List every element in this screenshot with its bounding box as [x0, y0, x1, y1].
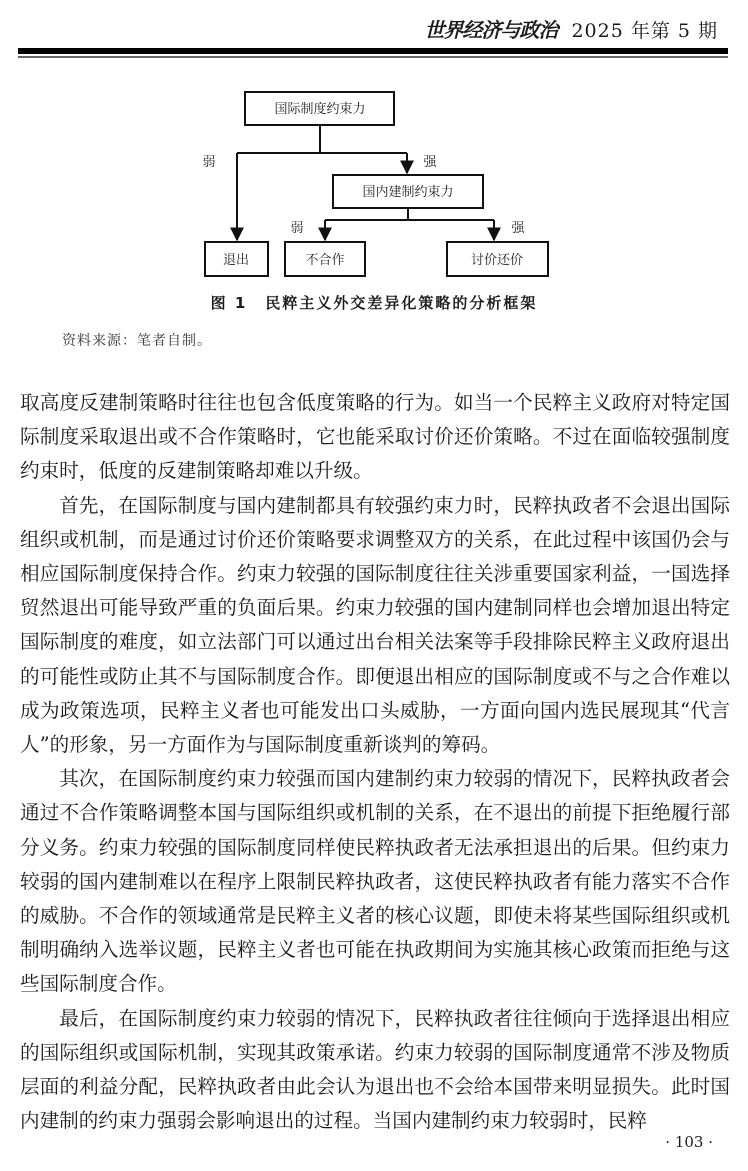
node-middle-label: 国内建制约束力: [362, 185, 454, 200]
paragraph: 其次，在国际制度约束力较强而国内建制约束力较弱的情况下，民粹执政者会通过不合作策略调整本国与国际组织或机制的关系，在不退出的前提下拒绝履行部分义务。约束力较强的国际制度同样使民粹执政者无法承担退出的后果。但约束力较弱的国内建制难以在程序上限制民粹执政者，这使民粹执政者有能力落实不合作的威胁。不合作的领域通常是民粹主义者的核心议题，即使未将某些国际组织或机制明确纳入选举议题，民粹主义者也可能在执政期间为实施其核心政策而拒绝与这些国际制度合作。: [20, 767, 730, 996]
paragraph: 最后，在国际制度约束力较弱的情况下，民粹执政者往往倾向于选择退出相应的国际组织或国际机制，实现其政策承诺。约束力较弱的国际制度通常不涉及物质层面的利益分配，民粹执政者由此会认为退出也不会给本国带来明显损失。此时国内建制的约束力强弱会影响退出的过程。当国内建制约束力较弱时，民粹: [20, 1006, 730, 1133]
paragraph: 首先，在国际制度与国内建制都具有较强约束力时，民粹执政者不会退出国际组织或机制，而是通过讨价还价策略要求调整双方的关系，在此过程中该国仍会与相应国际制度保持合作。约束力较强的国际制度往往关涉重要国家利益，一国选择贸然退出可能导致严重的负面后果。约束力较强的国内建制同样也会增加退出特定国际制度的难度，如立法部门可以通过出台相关法案等手段排除民粹主义政府退出的可能性或防止其不与国际制度合作。即便退出相应的国际制度或不与之合作难以成为政策选项，民粹主义者也可能发出口头威胁，一方面向国内选民展现其“代言人”的形象，另一方面作为与国际制度重新谈判的筹码。: [20, 493, 730, 757]
figure-number: 图 1: [210, 294, 248, 312]
node-exit-label: 退出: [222, 253, 250, 268]
figure-source: 资料来源：笔者自制。: [62, 333, 212, 349]
node-root-label: 国际制度约束力: [274, 102, 366, 117]
issue-label: 2025 年第 5 期: [571, 20, 718, 42]
edge-label-root-strong: 强: [423, 155, 437, 170]
node-bargain-label: 讨价还价: [470, 253, 524, 268]
edge-label-root-weak: 弱: [202, 155, 216, 170]
paragraph: 取高度反建制策略时往往也包含低度策略的行为。如当一个民粹主义政府对特定国际制度采取退出或不合作策略时，它也能采取讨价还价策略。不过在面临较强制度约束时，低度的反建制策略却难以升级。: [20, 391, 730, 483]
body-text: [20, 386, 730, 1138]
figure-1-diagram: [0, 0, 748, 290]
edge-label-mid-weak: 弱: [290, 221, 304, 236]
figure-title: 民粹主义外交差异化策略的分析框架: [265, 294, 538, 312]
figure-caption: [0, 292, 748, 313]
edge-label-mid-strong: 强: [511, 221, 525, 236]
node-noncoop-label: 不合作: [305, 253, 345, 268]
page-number: · 103 ·: [665, 1133, 713, 1151]
journal-logo: 世界经济与政治: [424, 18, 558, 42]
